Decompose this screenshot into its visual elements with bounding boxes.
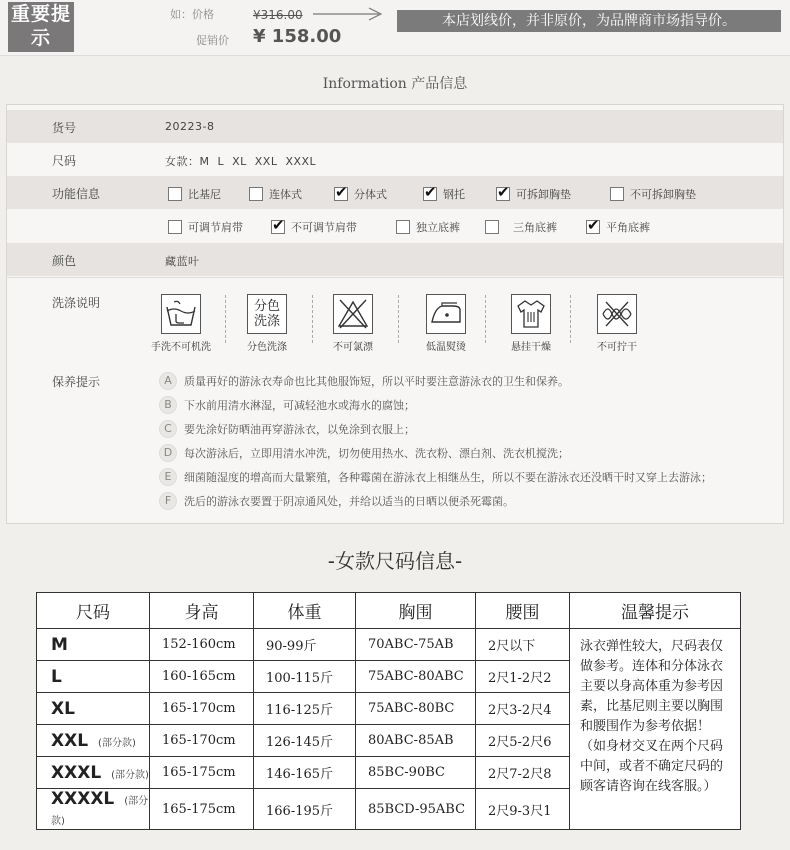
care-tip-letter: A	[159, 372, 177, 390]
feature-option-label: 不可拆卸胸垫	[630, 188, 696, 201]
color-row	[7, 243, 783, 276]
waist-cell: 2尺7-2尺8	[476, 757, 570, 789]
checkbox-checked-icon[interactable]	[586, 220, 600, 234]
chest-cell: 75ABC-80ABC	[356, 661, 476, 693]
feature-option[interactable]	[396, 219, 460, 235]
care-tip-letter: E	[159, 468, 177, 486]
checkbox-checked-icon[interactable]	[334, 187, 348, 201]
chest-cell: 70ABC-75AB	[356, 629, 476, 661]
size-cell	[37, 757, 150, 789]
care-tip	[159, 420, 415, 438]
weight-cell: 100-115斤	[254, 661, 356, 693]
feature-option-label: 可调节肩带	[188, 221, 243, 234]
sku-row	[7, 110, 783, 143]
separate-wash-icon	[247, 294, 287, 334]
checkbox-icon[interactable]	[168, 187, 182, 201]
feature-option[interactable]	[168, 186, 221, 202]
care-tip-text: 要先涂好防晒油再穿游泳衣，以免涂到衣服上；	[184, 423, 415, 436]
feature-option-label: 连体式	[269, 188, 302, 201]
feature-option[interactable]	[610, 186, 696, 202]
feature-option-label: 分体式	[354, 188, 387, 201]
chest-cell: 85BC-90BC	[356, 757, 476, 789]
height-cell: 165-175cm	[150, 789, 254, 830]
checkbox-checked-icon[interactable]	[271, 220, 285, 234]
wash-caption: 不可拧干	[597, 342, 637, 353]
wash-label: 洗涤说明	[52, 296, 101, 310]
table-row	[37, 629, 741, 661]
no-wring-icon	[597, 294, 637, 334]
care-label: 保养提示	[52, 375, 101, 389]
weight-cell: 90-99斤	[254, 629, 356, 661]
wash-caption: 低温熨烫	[426, 342, 466, 353]
feature-option-label: 独立底裤	[416, 221, 460, 234]
arrow-right-icon	[313, 5, 385, 23]
wash-caption: 手洗不可机洗	[151, 342, 211, 353]
feature-option[interactable]	[485, 219, 557, 235]
feature-option[interactable]	[168, 219, 243, 235]
promo-price: ¥ 158.00	[253, 26, 342, 47]
col-header-chest: 胸围	[356, 593, 476, 629]
waist-cell: 2尺以下	[476, 629, 570, 661]
feature-option-label: 不可调节肩带	[291, 221, 357, 234]
promo-price-label: 促销价	[196, 34, 229, 47]
size-note: (部分款)	[98, 737, 136, 749]
size-table	[36, 592, 741, 830]
checkbox-checked-icon[interactable]	[423, 187, 437, 201]
care-tip	[159, 492, 514, 510]
weight-cell: 116-125斤	[254, 693, 356, 725]
feature-option[interactable]	[586, 219, 650, 235]
care-tip-letter: D	[159, 444, 177, 462]
wash-item	[411, 294, 481, 353]
size-name: XL	[51, 698, 75, 719]
waist-cell: 2尺1-2尺2	[476, 661, 570, 693]
chest-cell: 85BCD-95ABC	[356, 789, 476, 830]
size-cell	[37, 629, 150, 661]
checkbox-icon[interactable]	[396, 220, 410, 234]
care-tip-text: 质量再好的游泳衣寿命也比其他服饰短，所以平时要注意游泳衣的卫生和保养。	[184, 375, 569, 388]
weight-cell: 126-145斤	[254, 725, 356, 757]
col-header-size: 尺码	[37, 593, 150, 629]
care-tip-letter: C	[159, 420, 177, 438]
feature-option-label: 平角底裤	[606, 221, 650, 234]
wash-caption: 不可氯漂	[333, 342, 373, 353]
care-tip	[159, 444, 569, 462]
feature-option-label: 比基尼	[188, 188, 221, 201]
height-cell: 165-175cm	[150, 757, 254, 789]
feature-option[interactable]	[334, 186, 387, 202]
feature-option[interactable]	[496, 186, 571, 202]
height-cell: 165-170cm	[150, 725, 254, 757]
col-header-weight: 体重	[254, 593, 356, 629]
original-price: ¥316.00	[253, 8, 303, 22]
table-header-row	[37, 593, 741, 629]
feature-option[interactable]	[271, 219, 357, 235]
waist-cell: 2尺5-2尺6	[476, 725, 570, 757]
size-cell	[37, 725, 150, 757]
checkbox-icon[interactable]	[249, 187, 263, 201]
col-header-waist: 腰围	[476, 593, 570, 629]
size-name: L	[51, 666, 62, 687]
size-cell	[37, 661, 150, 693]
size-cell	[37, 693, 150, 725]
size-section-title: -女款尺码信息-	[327, 549, 463, 573]
care-tip-text: 每次游泳后，立即用清水冲洗，切勿使用热水、洗衣粉、漂白剂、洗衣机搅洗；	[184, 447, 569, 460]
feature-option[interactable]	[249, 186, 302, 202]
feature-option[interactable]	[423, 186, 465, 202]
col-header-tip: 温馨提示	[570, 593, 741, 629]
color-value: 藏蓝叶	[165, 255, 200, 268]
separate-wash-text: 分色洗涤	[253, 299, 280, 329]
checkbox-icon[interactable]	[485, 220, 499, 234]
wash-item	[146, 294, 216, 353]
size-name: XXL	[51, 730, 89, 751]
wash-item	[496, 294, 566, 353]
important-badge: 重要提示	[8, 2, 74, 52]
size-value: 女款：M L XL XXL XXXL	[165, 155, 317, 168]
chest-cell: 80ABC-85AB	[356, 725, 476, 757]
weight-cell: 146-165斤	[254, 757, 356, 789]
care-tip-text: 洗后的游泳衣要置于阴凉通风处，并给以适当的日晒以便杀死霉菌。	[184, 495, 514, 508]
checkbox-icon[interactable]	[168, 220, 182, 234]
wash-item	[582, 294, 652, 353]
info-title: Information 产品信息	[322, 76, 468, 92]
checkbox-checked-icon[interactable]	[496, 187, 510, 201]
wash-item	[318, 294, 388, 353]
feature-option-label: 三角底裤	[513, 221, 557, 234]
size-cell	[37, 789, 150, 830]
low-temp-iron-icon	[426, 294, 466, 334]
feature-label: 功能信息	[52, 187, 101, 201]
no-bleach-icon	[333, 294, 373, 334]
original-price-label: 如：价格	[170, 8, 214, 21]
care-tip-text: 细菌随湿度的增高而大量繁殖，各种霉菌在游泳衣上相继丛生，所以不要在游泳衣还没晒干时又穿上去游泳；	[184, 471, 712, 484]
care-tip-letter: B	[159, 396, 177, 414]
care-tip	[159, 396, 415, 414]
hang-dry-icon	[511, 294, 551, 334]
size-name: XXXXL	[51, 789, 115, 809]
price-notice: 本店划线价，并非原价，为品牌商市场指导价。	[397, 10, 781, 32]
wash-item	[232, 294, 302, 353]
feature-option-label: 可拆卸胸垫	[516, 188, 571, 201]
price-header	[0, 0, 790, 56]
care-tip	[159, 372, 569, 390]
care-tip-letter: F	[159, 492, 177, 510]
wash-caption: 分色洗涤	[247, 342, 287, 353]
height-cell: 160-165cm	[150, 661, 254, 693]
product-info-panel	[6, 104, 784, 524]
care-tip	[159, 468, 712, 486]
care-tip-text: 下水前用清水淋湿，可减轻池水或海水的腐蚀；	[184, 399, 415, 412]
weight-cell: 166-195斤	[254, 789, 356, 830]
size-row	[7, 143, 783, 176]
size-label: 尺码	[52, 154, 77, 168]
checkbox-icon[interactable]	[610, 187, 624, 201]
feature-option-label: 钢托	[443, 188, 465, 201]
height-cell: 152-160cm	[150, 629, 254, 661]
size-note: (部分款)	[111, 769, 149, 781]
col-header-height: 身高	[150, 593, 254, 629]
size-tip-cell: 泳衣弹性较大，尺码表仅做参考。连体和分体泳衣主要以身高体重为参考因素，比基尼则主要以胸围和腰围作为参考依据！（如身材交叉在两个尺码中间，或者不确定尺码的顾客请咨询在线客服。）	[570, 629, 741, 830]
size-note: (部分款)	[51, 796, 149, 827]
no-machine-wash-icon	[161, 294, 201, 334]
waist-cell: 2尺9-3尺1	[476, 789, 570, 830]
waist-cell: 2尺3-2尺4	[476, 693, 570, 725]
wash-caption: 悬挂干燥	[511, 342, 551, 353]
size-name: XXXL	[51, 762, 102, 783]
size-name: M	[51, 634, 68, 655]
chest-cell: 75ABC-80BC	[356, 693, 476, 725]
sku-value: 20223-8	[165, 120, 215, 133]
color-label: 颜色	[52, 254, 77, 268]
height-cell: 165-170cm	[150, 693, 254, 725]
sku-label: 货号	[52, 121, 77, 135]
